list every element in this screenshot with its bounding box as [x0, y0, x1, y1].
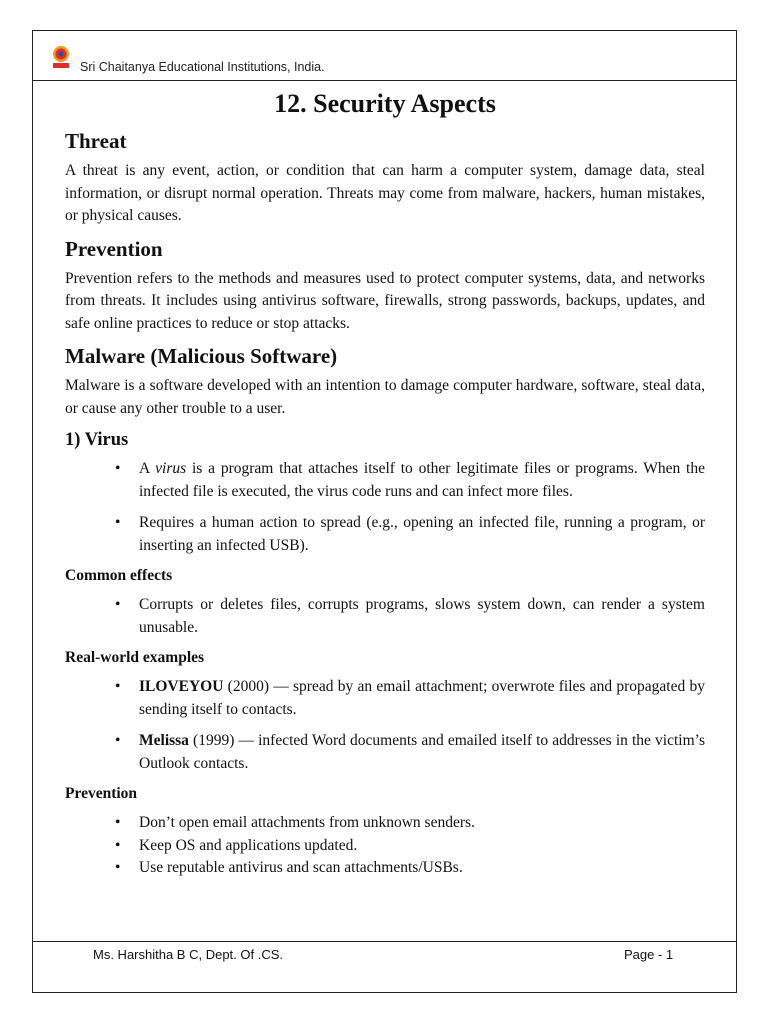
footer-author: Ms. Harshitha B C, Dept. Of .CS. — [93, 947, 283, 962]
list-item — [139, 458, 705, 503]
list-item: • Don’t open email attachments from unknown senders. — [139, 812, 705, 835]
virus-bullet-lead: A — [139, 460, 156, 477]
virus-bullet-rest: is a program that attaches itself to other legitimate files or programs. When the infected file is executed, the virus code runs and can infect more files. — [139, 460, 705, 500]
footer-divider — [32, 941, 737, 942]
list-item: • Requires a human action to spread (e.g., opening an infected file, running a program, or inserting an infected USB). — [139, 512, 705, 557]
examples-heading: Real-world examples — [65, 649, 205, 666]
footer-page-number: Page - 1 — [624, 947, 674, 962]
prevention-heading: Prevention — [65, 236, 163, 261]
examples-list — [65, 676, 705, 775]
list-item: • Keep OS and applications updated. — [139, 835, 705, 858]
virus-prevention-heading: Prevention — [65, 785, 138, 802]
virus-heading: 1) Virus — [65, 430, 129, 450]
threat-paragraph: A threat is any event, action, or condition that can harm a computer system, damage data, steal information, or disrupt normal operation. Threats may come from malware, hackers, human mistakes, or physical causes. — [65, 162, 705, 224]
example-name: Melissa — [139, 732, 189, 749]
list-item — [139, 676, 705, 721]
threat-heading: Threat — [65, 129, 127, 153]
list-item — [139, 730, 705, 775]
page-title: 12. Security Aspects — [274, 89, 496, 118]
institution-name: Sri Chaitanya Educational Institutions, India. — [80, 60, 325, 74]
virus-term: virus — [155, 460, 187, 477]
list-item: • Use reputable antivirus and scan attachments/USBs. — [139, 857, 705, 880]
prevention-paragraph: Prevention refers to the methods and measures used to protect computer systems, data, and networks from threats. It includes using antivirus software, firewalls, strong passwords, backups, updates, and safe online practices to reduce or stop attacks. — [65, 269, 705, 332]
list-item: • Corrupts or deletes files, corrupts programs, slows system down, can render a system unusable. — [139, 594, 705, 639]
malware-heading: Malware (Malicious Software) — [65, 344, 338, 368]
effects-list — [65, 594, 705, 639]
example-name: ILOVEYOU — [139, 678, 224, 695]
virus-list — [65, 458, 705, 557]
header-divider — [32, 80, 737, 81]
document-body — [65, 88, 705, 888]
malware-paragraph: Malware is a software developed with an intention to damage computer hardware, software, steal data, or cause any other trouble to a user. — [65, 377, 705, 417]
institution-logo-icon — [50, 44, 72, 70]
virus-prevention-list — [65, 812, 705, 880]
example-text: (2000) — spread by an email attachment; overwrote files and propagated by sending itself to contacts. — [139, 678, 705, 718]
effects-heading: Common effects — [65, 567, 173, 584]
example-text: (1999) — infected Word documents and emailed itself to addresses in the victim’s Outlook contacts. — [139, 732, 705, 772]
